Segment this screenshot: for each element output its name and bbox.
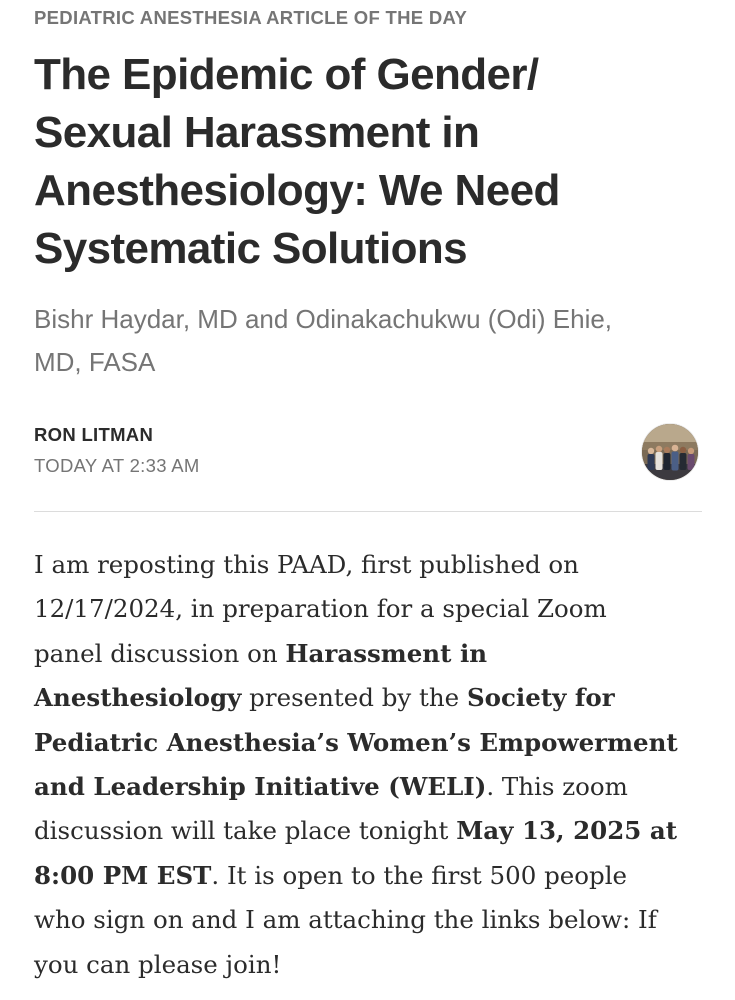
body-line <box>34 632 706 676</box>
body-line <box>34 676 706 720</box>
title-line: Sexual Harassment in <box>34 108 480 157</box>
byline <box>34 420 702 490</box>
body-text-run: 12/17/2024, in preparation for a special Zoom <box>34 594 607 624</box>
subtitle-line: MD, FASA <box>34 347 156 377</box>
body-line <box>34 587 706 631</box>
body-bold-run: Society for <box>466 683 615 713</box>
article-title <box>34 46 702 278</box>
body-line <box>34 543 706 587</box>
subtitle-line: Bishr Haydar, MD and Odinakachukwu (Odi) Ehie, <box>34 304 613 334</box>
article-body <box>34 543 706 987</box>
body-bold-run: Pediatric Anesthesia’s Women’s Empowerment <box>34 727 678 757</box>
body-bold-run: 8:00 PM EST <box>34 860 212 890</box>
article-subtitle <box>34 298 702 384</box>
author-name[interactable]: RON LITMAN <box>34 424 154 445</box>
body-bold-run: May 13, 2025 at <box>456 816 678 846</box>
title-line: Systematic Solutions <box>34 224 468 273</box>
body-bold-run: Harassment in <box>285 638 488 668</box>
body-line <box>34 721 706 765</box>
body-bold-run: and Leadership Initiative (WELI) <box>34 772 487 802</box>
body-text-run: you can please join! <box>34 949 282 979</box>
title-line: The Epidemic of Gender/ <box>34 50 539 99</box>
body-text-run: presented by the <box>241 683 467 713</box>
post-date: TODAY AT 2:33 AM <box>34 455 200 476</box>
body-bold-run: Anesthesiology <box>34 683 242 713</box>
group-photo-avatar-icon <box>642 424 698 480</box>
body-text-run: discussion will take place tonight <box>34 816 457 846</box>
body-text-run: . It is open to the first 500 people <box>211 860 628 890</box>
body-line <box>34 943 706 987</box>
title-line: Anesthesiology: We Need <box>34 166 560 215</box>
body-line <box>34 765 706 809</box>
author-avatar[interactable] <box>642 424 698 480</box>
publication-name[interactable]: PEDIATRIC ANESTHESIA ARTICLE OF THE DAY <box>34 7 468 28</box>
body-text-run: panel discussion on <box>34 638 286 668</box>
body-line <box>34 854 706 898</box>
body-text-run: . This zoom <box>486 772 628 802</box>
divider <box>34 511 702 512</box>
body-line <box>34 809 706 853</box>
body-text-run: who sign on and I am attaching the links below: If <box>34 905 657 935</box>
body-text-run: I am reposting this PAAD, first published on <box>34 550 579 579</box>
body-line <box>34 898 706 942</box>
